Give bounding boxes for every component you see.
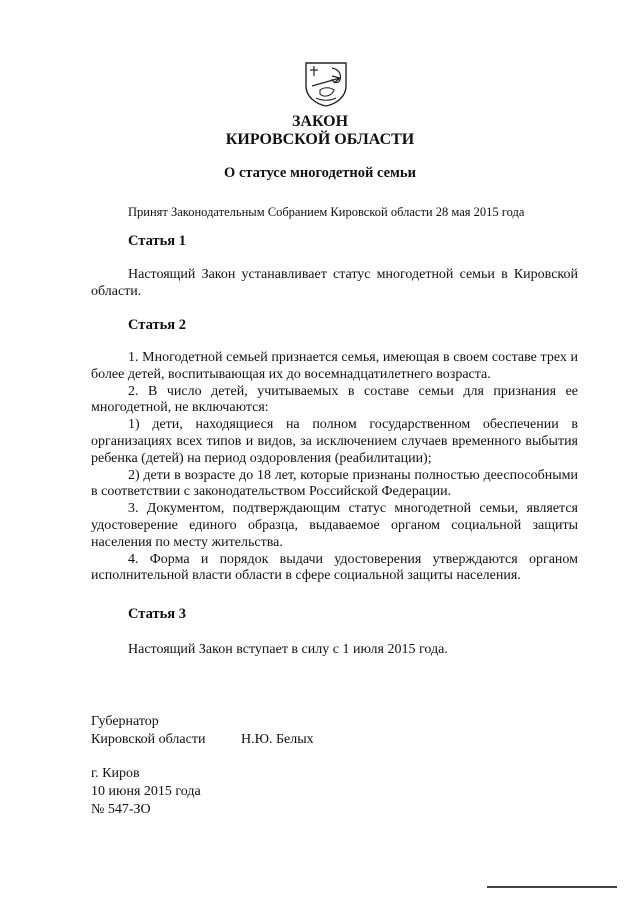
signatory-region: Кировской области (91, 732, 206, 747)
article-2-item-1: 1) дети, находящиеся на полном государственном обеспечении в организациях всех типов и видов, за исключением случаев временного выбытия ребенка (детей) на период оздоровления (реабилитации); (91, 417, 578, 466)
article-2-paragraph-3: 3. Документом, подтверждающим статус многодетной семьи, является удостоверение единого образца, выдаваемое органом социальной защиты населения по месту жительства. (91, 501, 578, 550)
kirov-coat-of-arms-icon (302, 60, 350, 108)
article-3-heading: Статья 3 (128, 606, 186, 622)
article-1-paragraph: Настоящий Закон устанавливает статус многодетной семьи в Кировской области. (91, 267, 578, 299)
signing-date: 10 июня 2015 года (91, 784, 201, 799)
article-1-heading: Статья 1 (128, 233, 186, 249)
law-number: № 547-ЗО (91, 802, 151, 817)
law-subtitle: О статусе многодетной семьи (224, 165, 416, 181)
signing-city: г. Киров (91, 766, 140, 781)
footer-rule (487, 886, 617, 888)
signatory-position: Губернатор (91, 714, 159, 729)
article-2-heading: Статья 2 (128, 317, 186, 333)
article-3-paragraph: Настоящий Закон вступает в силу с 1 июля 2015 года. (128, 642, 448, 657)
article-2-body (91, 350, 578, 585)
article-2-paragraph-4: 4. Форма и порядок выдачи удостоверения утверждаются органом исполнительной власти области в сфере социальной защиты населения. (91, 551, 578, 584)
article-2-paragraph-1: 1. Многодетной семьей признается семья, имеющая в своем составе трех и более детей, воспитывающая их до восемнадцатилетнего возраста. (91, 350, 578, 382)
article-2-paragraph-2: 2. В число детей, учитываемых в составе семьи для признания ее многодетной, не включаются: (91, 383, 578, 416)
signatory-name: Н.Ю. Белых (241, 732, 314, 747)
article-3-body (91, 642, 578, 659)
article-1-body (91, 267, 578, 301)
region-title: КИРОВСКОЙ ОБЛАСТИ (225, 131, 415, 148)
document-type-title: ЗАКОН (291, 113, 349, 130)
article-2-item-2: 2) дети в возрасте до 18 лет, которые признаны полностью дееспособными в соответствии с законодательством Российской Федерации. (91, 467, 578, 500)
adoption-note: Принят Законодательным Собранием Кировской области 28 мая 2015 года (128, 205, 525, 219)
